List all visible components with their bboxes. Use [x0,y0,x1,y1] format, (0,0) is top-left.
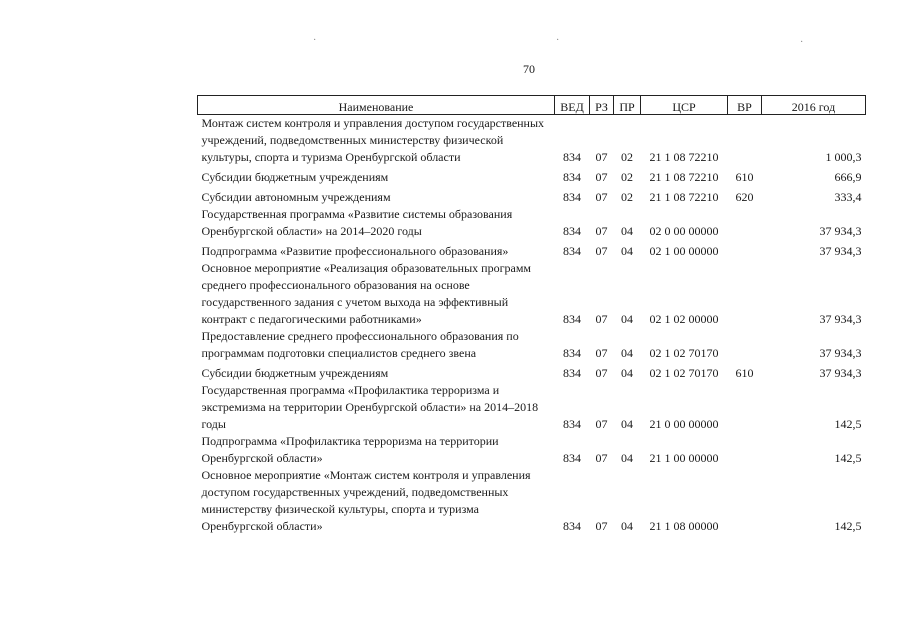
row-pr: 04 [621,519,633,533]
row-name: Подпрограмма «Развитие профессионального образования» [201,244,509,258]
row-vr [728,115,762,167]
row-rz: 07 [595,224,608,238]
row-amount: 333,4 [834,190,862,204]
row-vr: 610 [735,170,754,184]
scan-speck: · [313,35,317,46]
row-ved: 834 [563,190,581,204]
header-ved: ВЕД [555,96,590,115]
header-vr: ВР [728,96,762,115]
row-ved: 834 [563,224,581,238]
row-amount: 142,5 [834,519,862,533]
row-name: Государственная программа «Профилактика терроризма и экстремизма на территории Оренбургской области» на 2014–2018 годы [201,383,539,431]
row-rz: 07 [595,519,608,533]
row-vr [728,240,762,260]
row-amount: 142,5 [834,417,862,431]
row-amount: 666,9 [834,170,862,184]
row-name: Субсидии бюджетным учреждениям [201,366,389,380]
row-pr: 04 [621,346,633,360]
row-name: Основное мероприятие «Реализация образовательных программ среднего профессионального образования на основе государственного задания с учетом выхода на эффективный контракт с педагогическими работниками» [201,261,532,326]
row-pr: 02 [621,150,633,164]
row-vr: 620 [735,190,754,204]
row-ved: 834 [563,519,581,533]
row-name: Субсидии автономным учреждениям [201,190,391,204]
row-amount: 37 934,3 [819,312,862,326]
row-csr: 21 1 08 00000 [649,519,719,533]
row-rz: 07 [595,417,608,431]
table-row [198,328,866,362]
table-row [198,206,866,240]
row-csr: 02 1 00 00000 [649,244,719,258]
header-name: Наименование [198,96,555,115]
row-amount: 37 934,3 [819,366,862,380]
row-pr: 02 [621,190,633,204]
row-vr: 610 [735,366,754,380]
row-amount: 37 934,3 [819,346,862,360]
row-rz: 07 [595,190,608,204]
row-rz: 07 [595,170,608,184]
header-csr: ЦСР [641,96,728,115]
row-csr: 02 1 02 70170 [649,346,719,360]
row-amount: 37 934,3 [819,224,862,238]
row-csr: 02 0 00 00000 [649,224,719,238]
page-number: 70 [523,62,535,76]
row-name: Субсидии бюджетным учреждениям [201,170,389,184]
row-vr [728,260,762,328]
table-row [198,186,866,206]
table-row [198,260,866,328]
row-rz: 07 [595,244,608,258]
row-pr: 04 [621,417,633,431]
header-pr: ПР [614,96,641,115]
row-name: Предоставление среднего профессионального образования по программам подготовки специалистов среднего звена [201,329,519,360]
row-rz: 07 [595,312,608,326]
table-row [198,115,866,167]
header-year: 2016 год [762,96,866,115]
row-rz: 07 [595,346,608,360]
row-pr: 04 [621,366,633,380]
scan-speck: · [800,37,804,48]
row-vr [728,382,762,433]
row-vr [728,433,762,467]
row-pr: 04 [621,244,633,258]
row-csr: 21 1 08 72210 [649,170,719,184]
table-header-row [198,96,866,115]
scan-speck: · [556,35,560,46]
row-pr: 04 [621,312,633,326]
header-rz: РЗ [590,96,614,115]
row-ved: 834 [563,244,581,258]
budget-table [197,95,866,535]
table-row [198,433,866,467]
row-csr: 02 1 02 00000 [649,312,719,326]
row-name: Основное мероприятие «Монтаж систем контроля и управления доступом государственных учреждений, подведомственных министерству физической культуры, спорта и туризма Оренбургской области» [201,468,531,533]
row-csr: 21 1 00 00000 [649,451,719,465]
row-ved: 834 [563,366,581,380]
row-rz: 07 [595,451,608,465]
table-row [198,166,866,186]
row-ved: 834 [563,170,581,184]
row-name: Государственная программа «Развитие системы образования Оренбургской области» на 2014–2020 годы [201,207,513,238]
row-csr: 21 1 08 72210 [649,150,719,164]
row-ved: 834 [563,346,581,360]
row-csr: 02 1 02 70170 [649,366,719,380]
row-vr [728,206,762,240]
row-amount: 1 000,3 [825,150,862,164]
table-row [198,362,866,382]
row-rz: 07 [595,150,608,164]
row-amount: 142,5 [834,451,862,465]
row-csr: 21 0 00 00000 [649,417,719,431]
row-csr: 21 1 08 72210 [649,190,719,204]
row-ved: 834 [563,417,581,431]
row-rz: 07 [595,366,608,380]
row-pr: 04 [621,451,633,465]
row-amount: 37 934,3 [819,244,862,258]
row-name: Монтаж систем контроля и управления доступом государственных учреждений, подведомственных министерству физической культуры, спорта и туризма Оренбургской области [201,116,545,164]
row-pr: 04 [621,224,633,238]
row-ved: 834 [563,150,581,164]
row-ved: 834 [563,451,581,465]
table-row [198,382,866,433]
row-name: Подпрограмма «Профилактика терроризма на территории Оренбургской области» [201,434,499,465]
row-vr [728,467,762,535]
row-vr [728,328,762,362]
row-pr: 02 [621,170,633,184]
table-row [198,240,866,260]
row-ved: 834 [563,312,581,326]
table-row [198,467,866,535]
